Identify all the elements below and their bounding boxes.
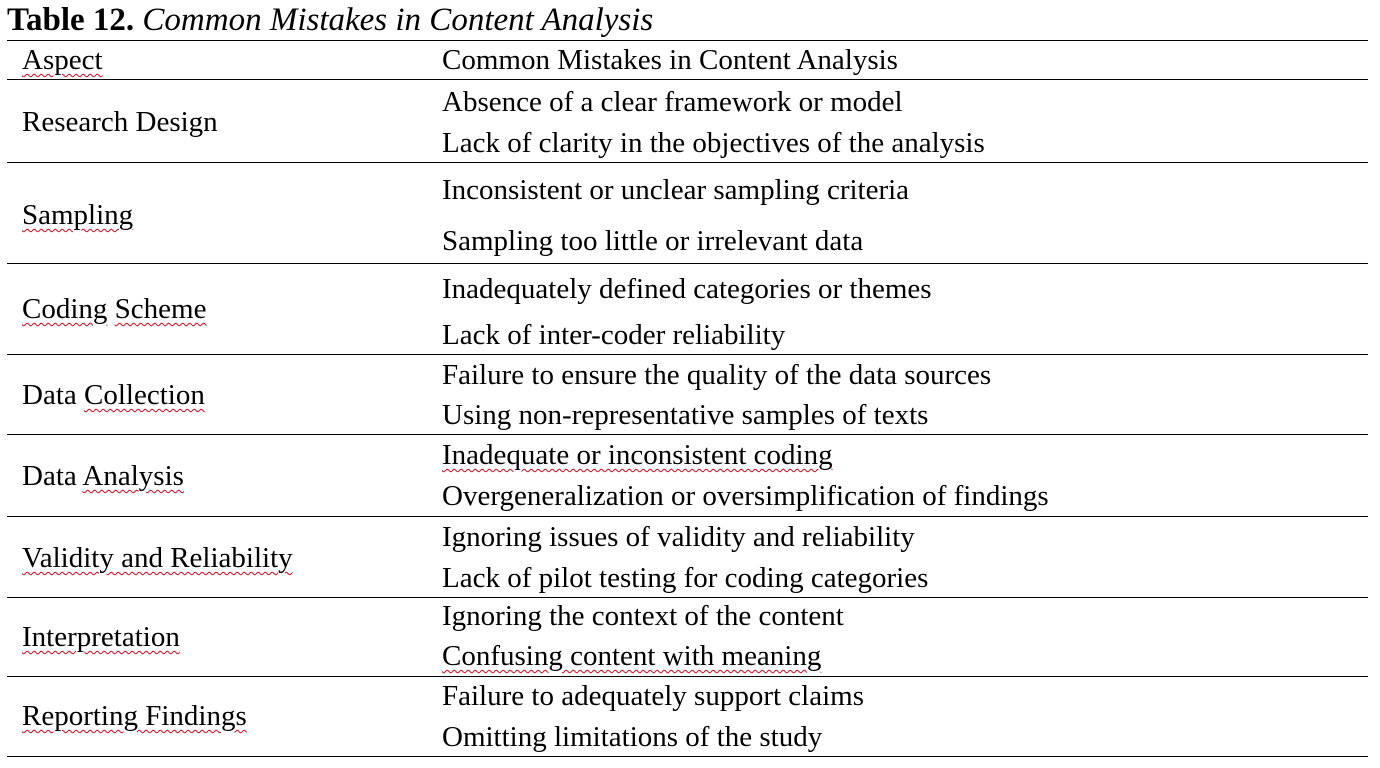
- row-rule: [7, 676, 1368, 677]
- row-mistake: Using non-representative samples of texts: [442, 399, 929, 431]
- row-rule: [7, 354, 1368, 355]
- row-mistake-text: Confusing content with meaning: [442, 640, 822, 672]
- table-caption: [7, 0, 653, 40]
- row-aspect-data-analysis: [22, 458, 184, 494]
- row-rule: [7, 263, 1368, 264]
- row-aspect-research-design: Research Design: [22, 106, 218, 138]
- row-rule: [7, 434, 1368, 435]
- row-aspect-validity-reliability: [22, 540, 293, 576]
- row-aspect-collection-part: Collection: [84, 379, 205, 411]
- row-aspect-coding-part: Coding: [22, 293, 108, 325]
- table-caption-title: Common Mistakes in Content Analysis: [142, 2, 654, 38]
- row-mistake: [442, 437, 833, 473]
- table-top-rule: [7, 40, 1368, 41]
- row-aspect-interpretation-text: Interpretation: [22, 621, 180, 653]
- row-aspect-data-part: Data: [22, 460, 83, 492]
- row-aspect-analysis-part: Analysis: [82, 460, 184, 492]
- row-aspect-scheme-part: Scheme: [114, 293, 207, 325]
- row-aspect-data-part: Data: [22, 379, 84, 411]
- row-aspect-sampling: [22, 197, 133, 233]
- row-mistake: Absence of a clear framework or model: [442, 86, 903, 118]
- header-rule: [7, 79, 1368, 80]
- row-mistake: Lack of inter-coder reliability: [442, 319, 786, 351]
- row-mistake: [442, 638, 821, 674]
- header-aspect-text: Aspect: [22, 44, 103, 76]
- row-mistake: Failure to adequately support claims: [442, 680, 865, 712]
- row-aspect-reporting-text: Reporting Findings: [22, 700, 247, 732]
- row-mistake: Inconsistent or unclear sampling criteria: [442, 174, 910, 206]
- row-aspect-interpretation: [22, 619, 180, 655]
- header-mistakes: Common Mistakes in Content Analysis: [442, 44, 898, 76]
- row-mistake: Ignoring the context of the content: [442, 600, 844, 632]
- row-mistake: Inadequately defined categories or themes: [442, 273, 932, 305]
- table-caption-label: Table 12.: [7, 2, 135, 38]
- row-rule: [7, 516, 1368, 517]
- row-mistake: Ignoring issues of validity and reliability: [442, 521, 915, 553]
- row-mistake: Overgeneralization or oversimplification of findings: [442, 480, 1049, 512]
- row-aspect-validity-text: Validity and Reliability: [22, 542, 293, 574]
- row-aspect-coding-scheme: [22, 291, 206, 327]
- row-mistake-text: Inadequate or inconsistent coding: [442, 439, 833, 471]
- table-bottom-rule: [7, 756, 1368, 757]
- row-rule: [7, 162, 1368, 163]
- row-mistake: Failure to ensure the quality of the data sources: [442, 359, 992, 391]
- row-aspect-reporting-findings: [22, 698, 247, 734]
- row-mistake: Omitting limitations of the study: [442, 721, 823, 753]
- header-aspect: [22, 42, 103, 78]
- row-aspect-sampling-text: Sampling: [22, 199, 134, 231]
- row-mistake: Sampling too little or irrelevant data: [442, 225, 864, 257]
- row-mistake: Lack of clarity in the objectives of the analysis: [442, 127, 985, 159]
- row-mistake: Lack of pilot testing for coding categories: [442, 562, 929, 594]
- row-aspect-data-collection: [22, 377, 205, 413]
